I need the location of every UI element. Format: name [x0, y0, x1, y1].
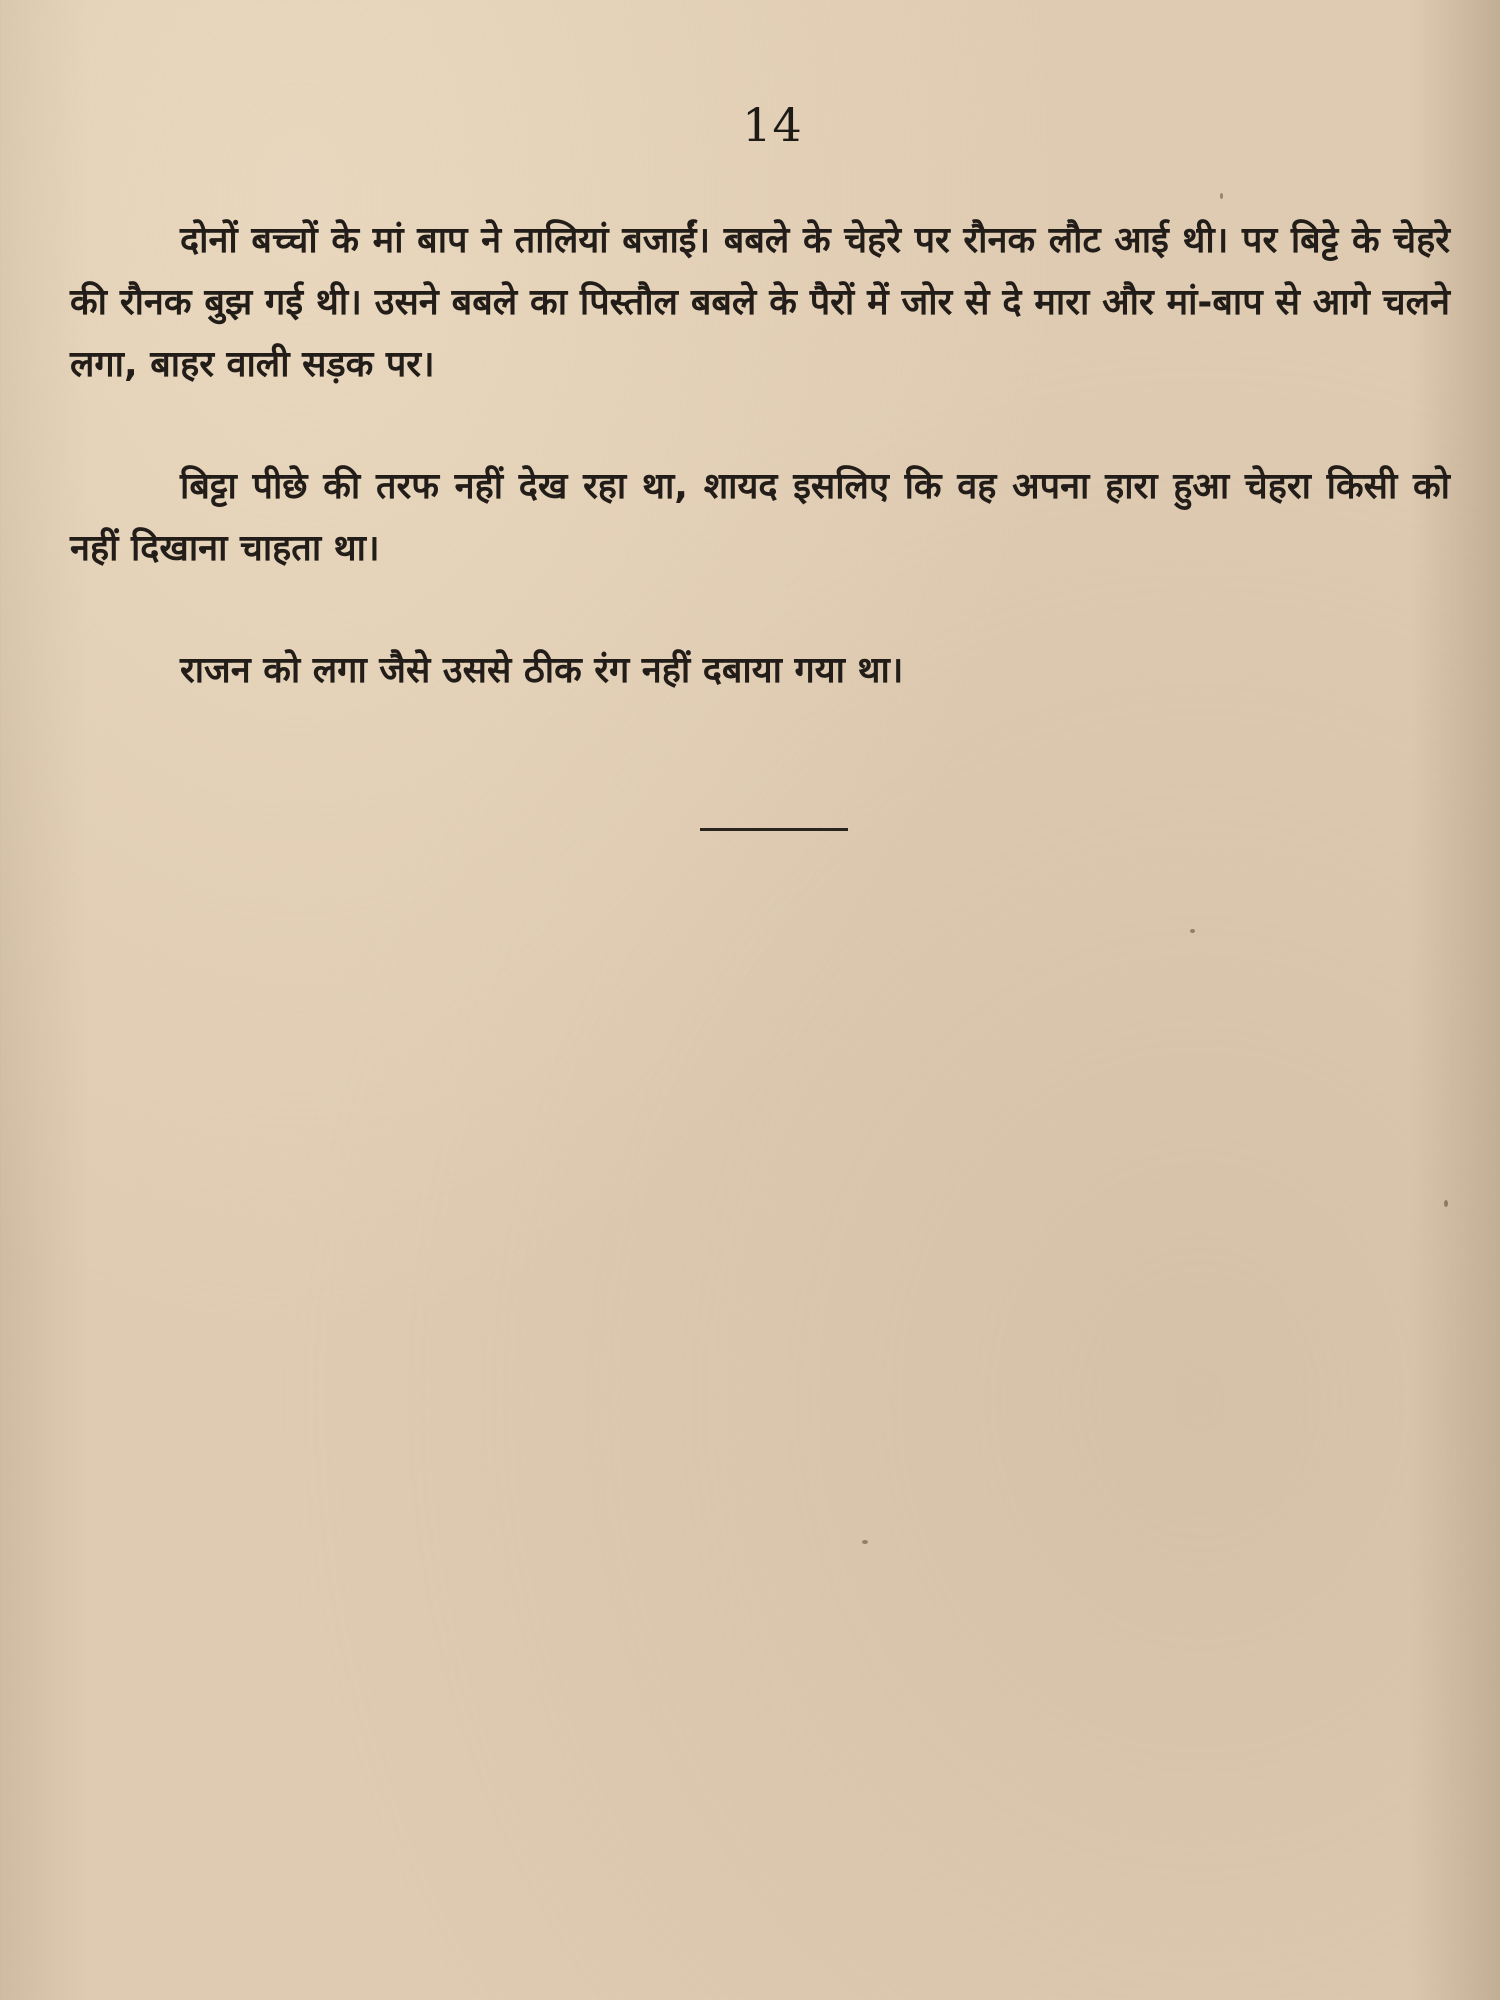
paragraph-2: बिट्टा पीछे की तरफ नहीं देख रहा था, शायद इसलिए कि वह अपना हारा हुआ चेहरा किसी को नहीं दिखाना चाहता था। — [70, 466, 1450, 569]
paragraph-3: राजन को लगा जैसे उससे ठीक रंग नहीं दबाया गया था। — [180, 650, 904, 691]
section-divider — [700, 828, 848, 831]
body-text — [70, 210, 1450, 762]
paper-speck — [1444, 1200, 1448, 1207]
page-number: 14 — [742, 98, 803, 152]
paper-speck — [1220, 193, 1223, 199]
paper-speck — [1190, 929, 1195, 933]
paragraph-1: दोनों बच्चों के मां बाप ने तालियां बजाईं। बबले के चेहरे पर रौनक लौट आई थी। पर बिट्टे के चेहरे की रौनक बुझ गई थी। उसने बबले का पिस्तौल बबले के पैरों में जोर से दे मारा और मां-बाप से आगे चलने लगा, बाहर वाली सड़क पर। — [70, 220, 1450, 385]
paper-speck — [862, 1540, 868, 1544]
